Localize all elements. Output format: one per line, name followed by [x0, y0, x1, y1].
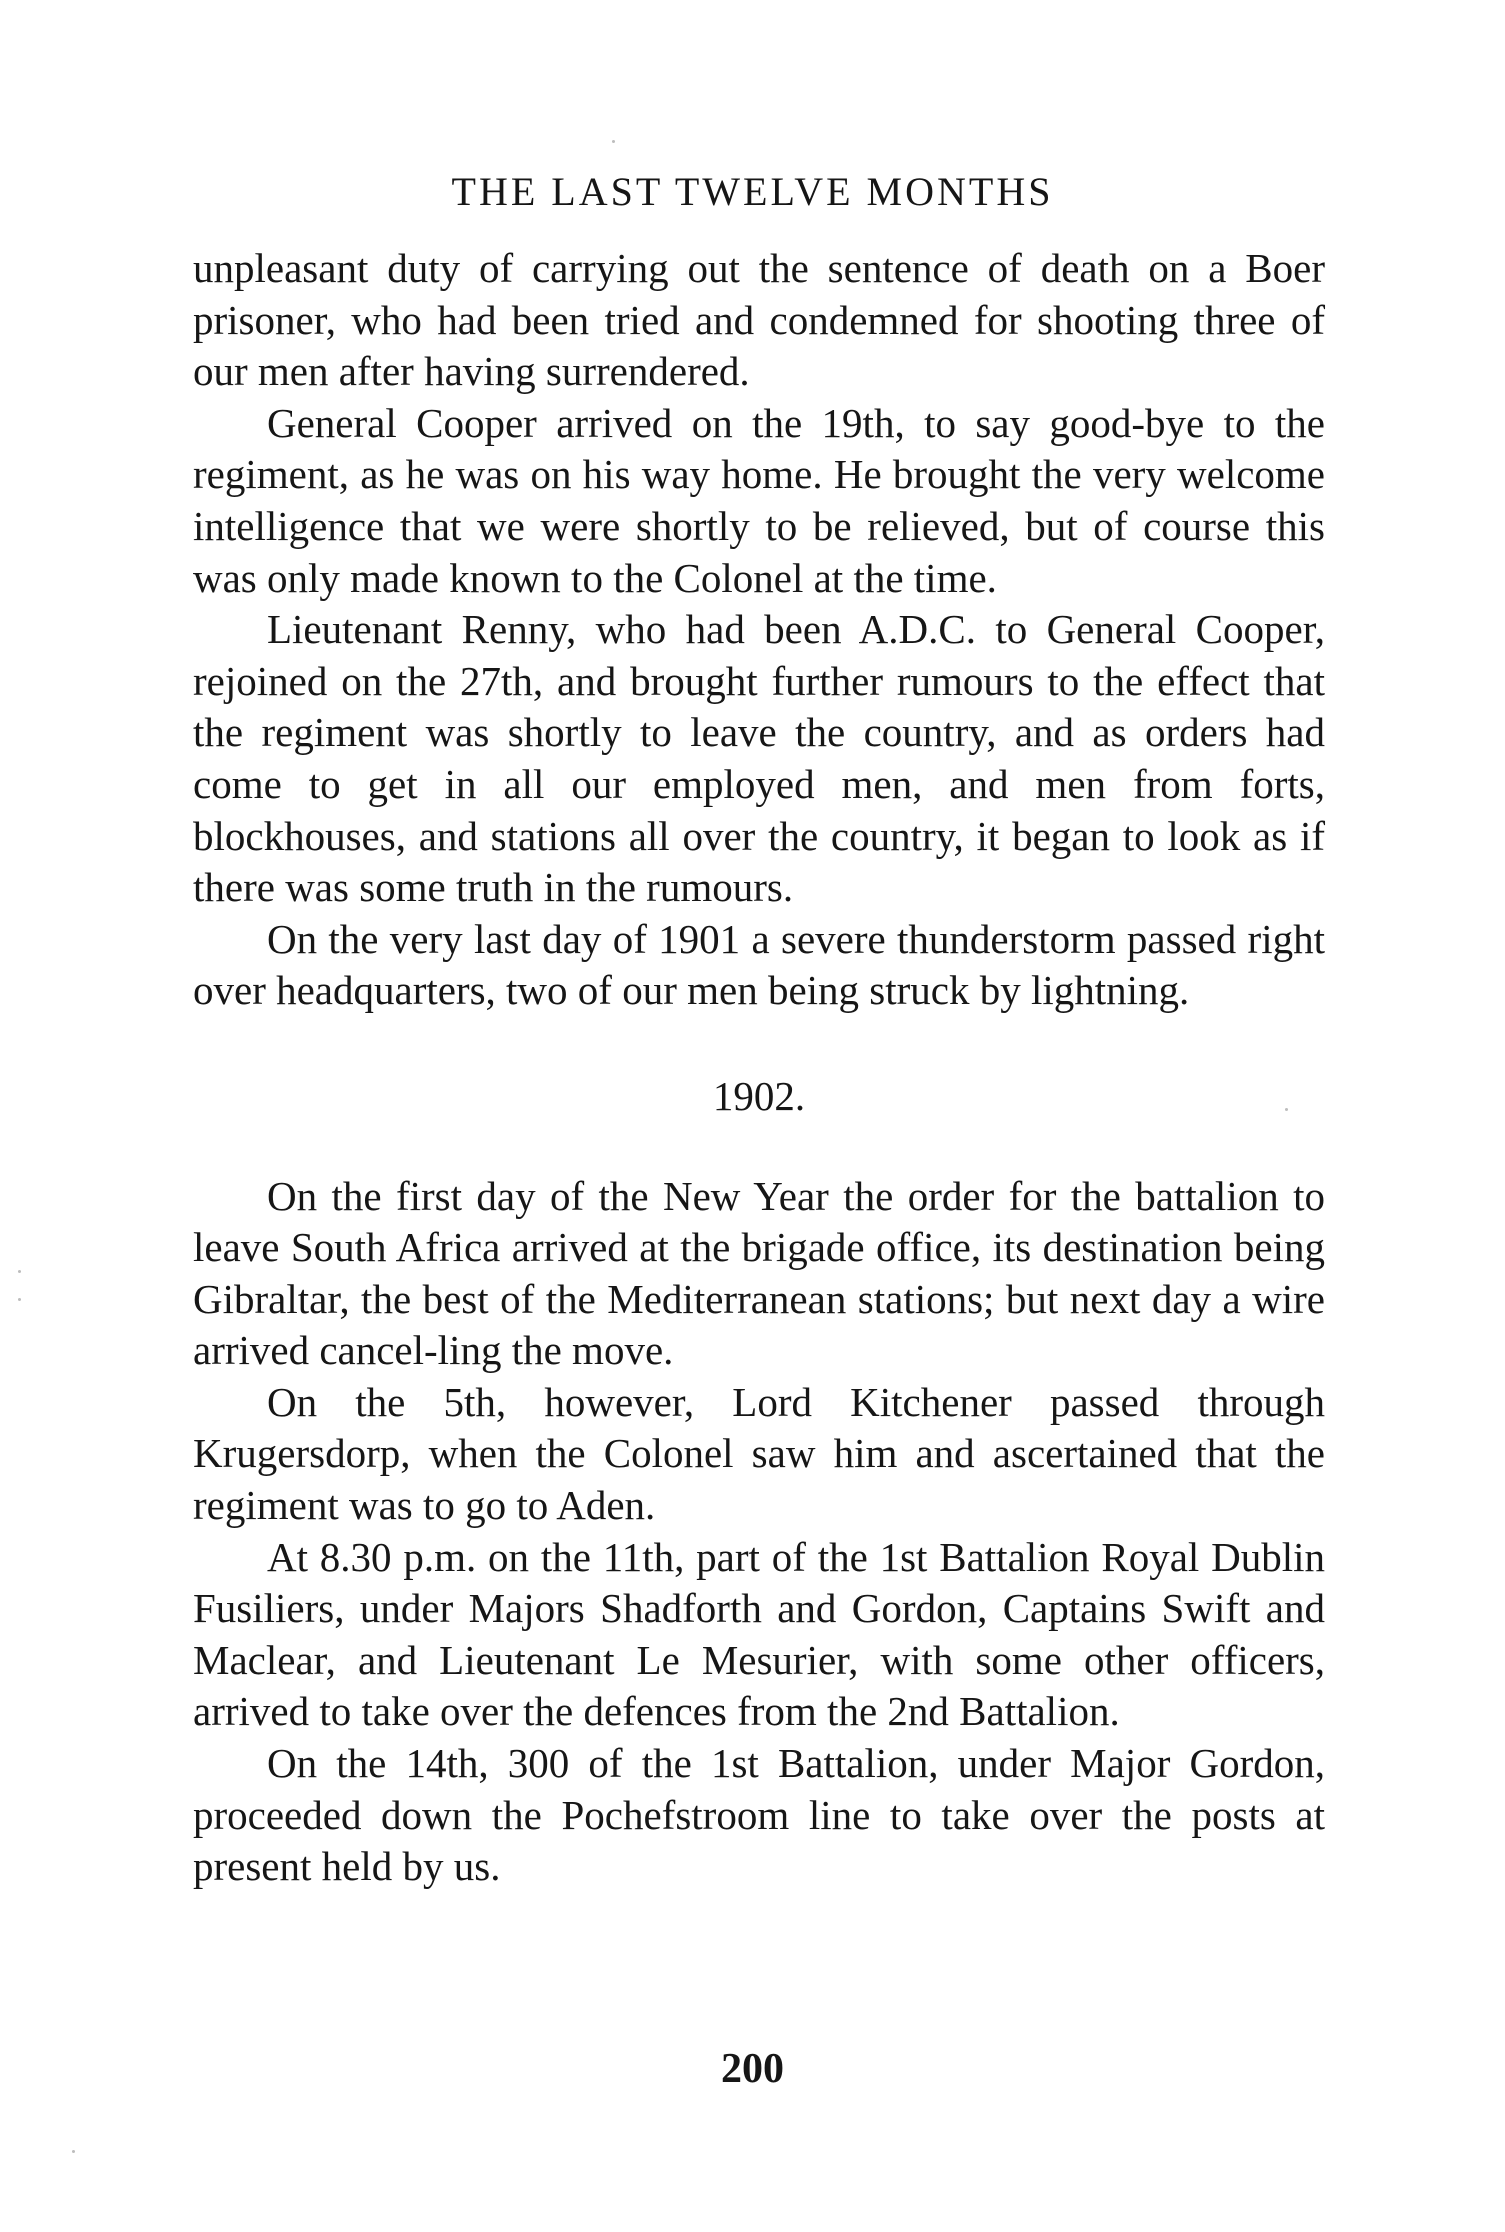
paragraph-pochefstroom-line: On the 14th, 300 of the 1st Battalion, under Major Gordon, proceeded down the Pochefstroom line to take over the posts at present held by us. — [193, 1740, 1325, 1890]
paragraph-lieutenant-renny: Lieutenant Renny, who had been A.D.C. to General Cooper, rejoined on the 27th, and brought further rumours to the effect that the regiment was shortly to leave the country, and as orders had come to get in all our employed men, and men from forts, blockhouses, and stations all over the country, it began to look as if there was some truth in the rumours. — [193, 606, 1325, 911]
paragraph-thunderstorm: On the very last day of 1901 a severe thunderstorm passed right over headquarters, two of our men being struck by lightning. — [193, 915, 1325, 1014]
paragraph-dublin-fusiliers: At 8.30 p.m. on the 11th, part of the 1st Battalion Royal Dublin Fusiliers, under Majors Shadforth and Gordon, Captains Swift and Maclear, and Lieutenant Le Mesurier, with some other officers, arrived to take over the defences from the 2nd Battalion. — [193, 1533, 1325, 1735]
paragraph-lord-kitchener: On the 5th, however, Lord Kitchener passed through Krugersdorp, when the Colonel saw him and ascertained that the regiment was to go to Aden. — [193, 1378, 1325, 1529]
body-text — [193, 243, 1325, 1893]
scan-speck — [612, 140, 615, 143]
paragraph-new-year-order: On the first day of the New Year the order for the battalion to leave South Africa arrived at the brigade office, its destination being Gibraltar, the best of the Mediterranean stations; but next day a wire arrived cancel-ling the move. — [193, 1172, 1325, 1374]
scan-speck — [72, 2150, 75, 2153]
page-number: 200 — [721, 2046, 784, 2092]
running-header: THE LAST TWELVE MONTHS — [451, 169, 1054, 214]
scan-speck — [18, 1270, 21, 1273]
scan-speck — [1285, 1108, 1288, 1111]
paragraph-continued: unpleasant duty of carrying out the sentence of death on a Boer prisoner, who had been tried and condemned for shooting three of our men after having surrendered. — [193, 245, 1325, 395]
paragraph-general-cooper: General Cooper arrived on the 19th, to say good-bye to the regiment, as he was on his way home. He brought the very welcome intelligence that we were shortly to be relieved, but of course this was only made known to the Colonel at the time. — [193, 399, 1325, 601]
section-heading-1902: 1902. — [712, 1072, 806, 1119]
scan-speck — [18, 1298, 21, 1301]
